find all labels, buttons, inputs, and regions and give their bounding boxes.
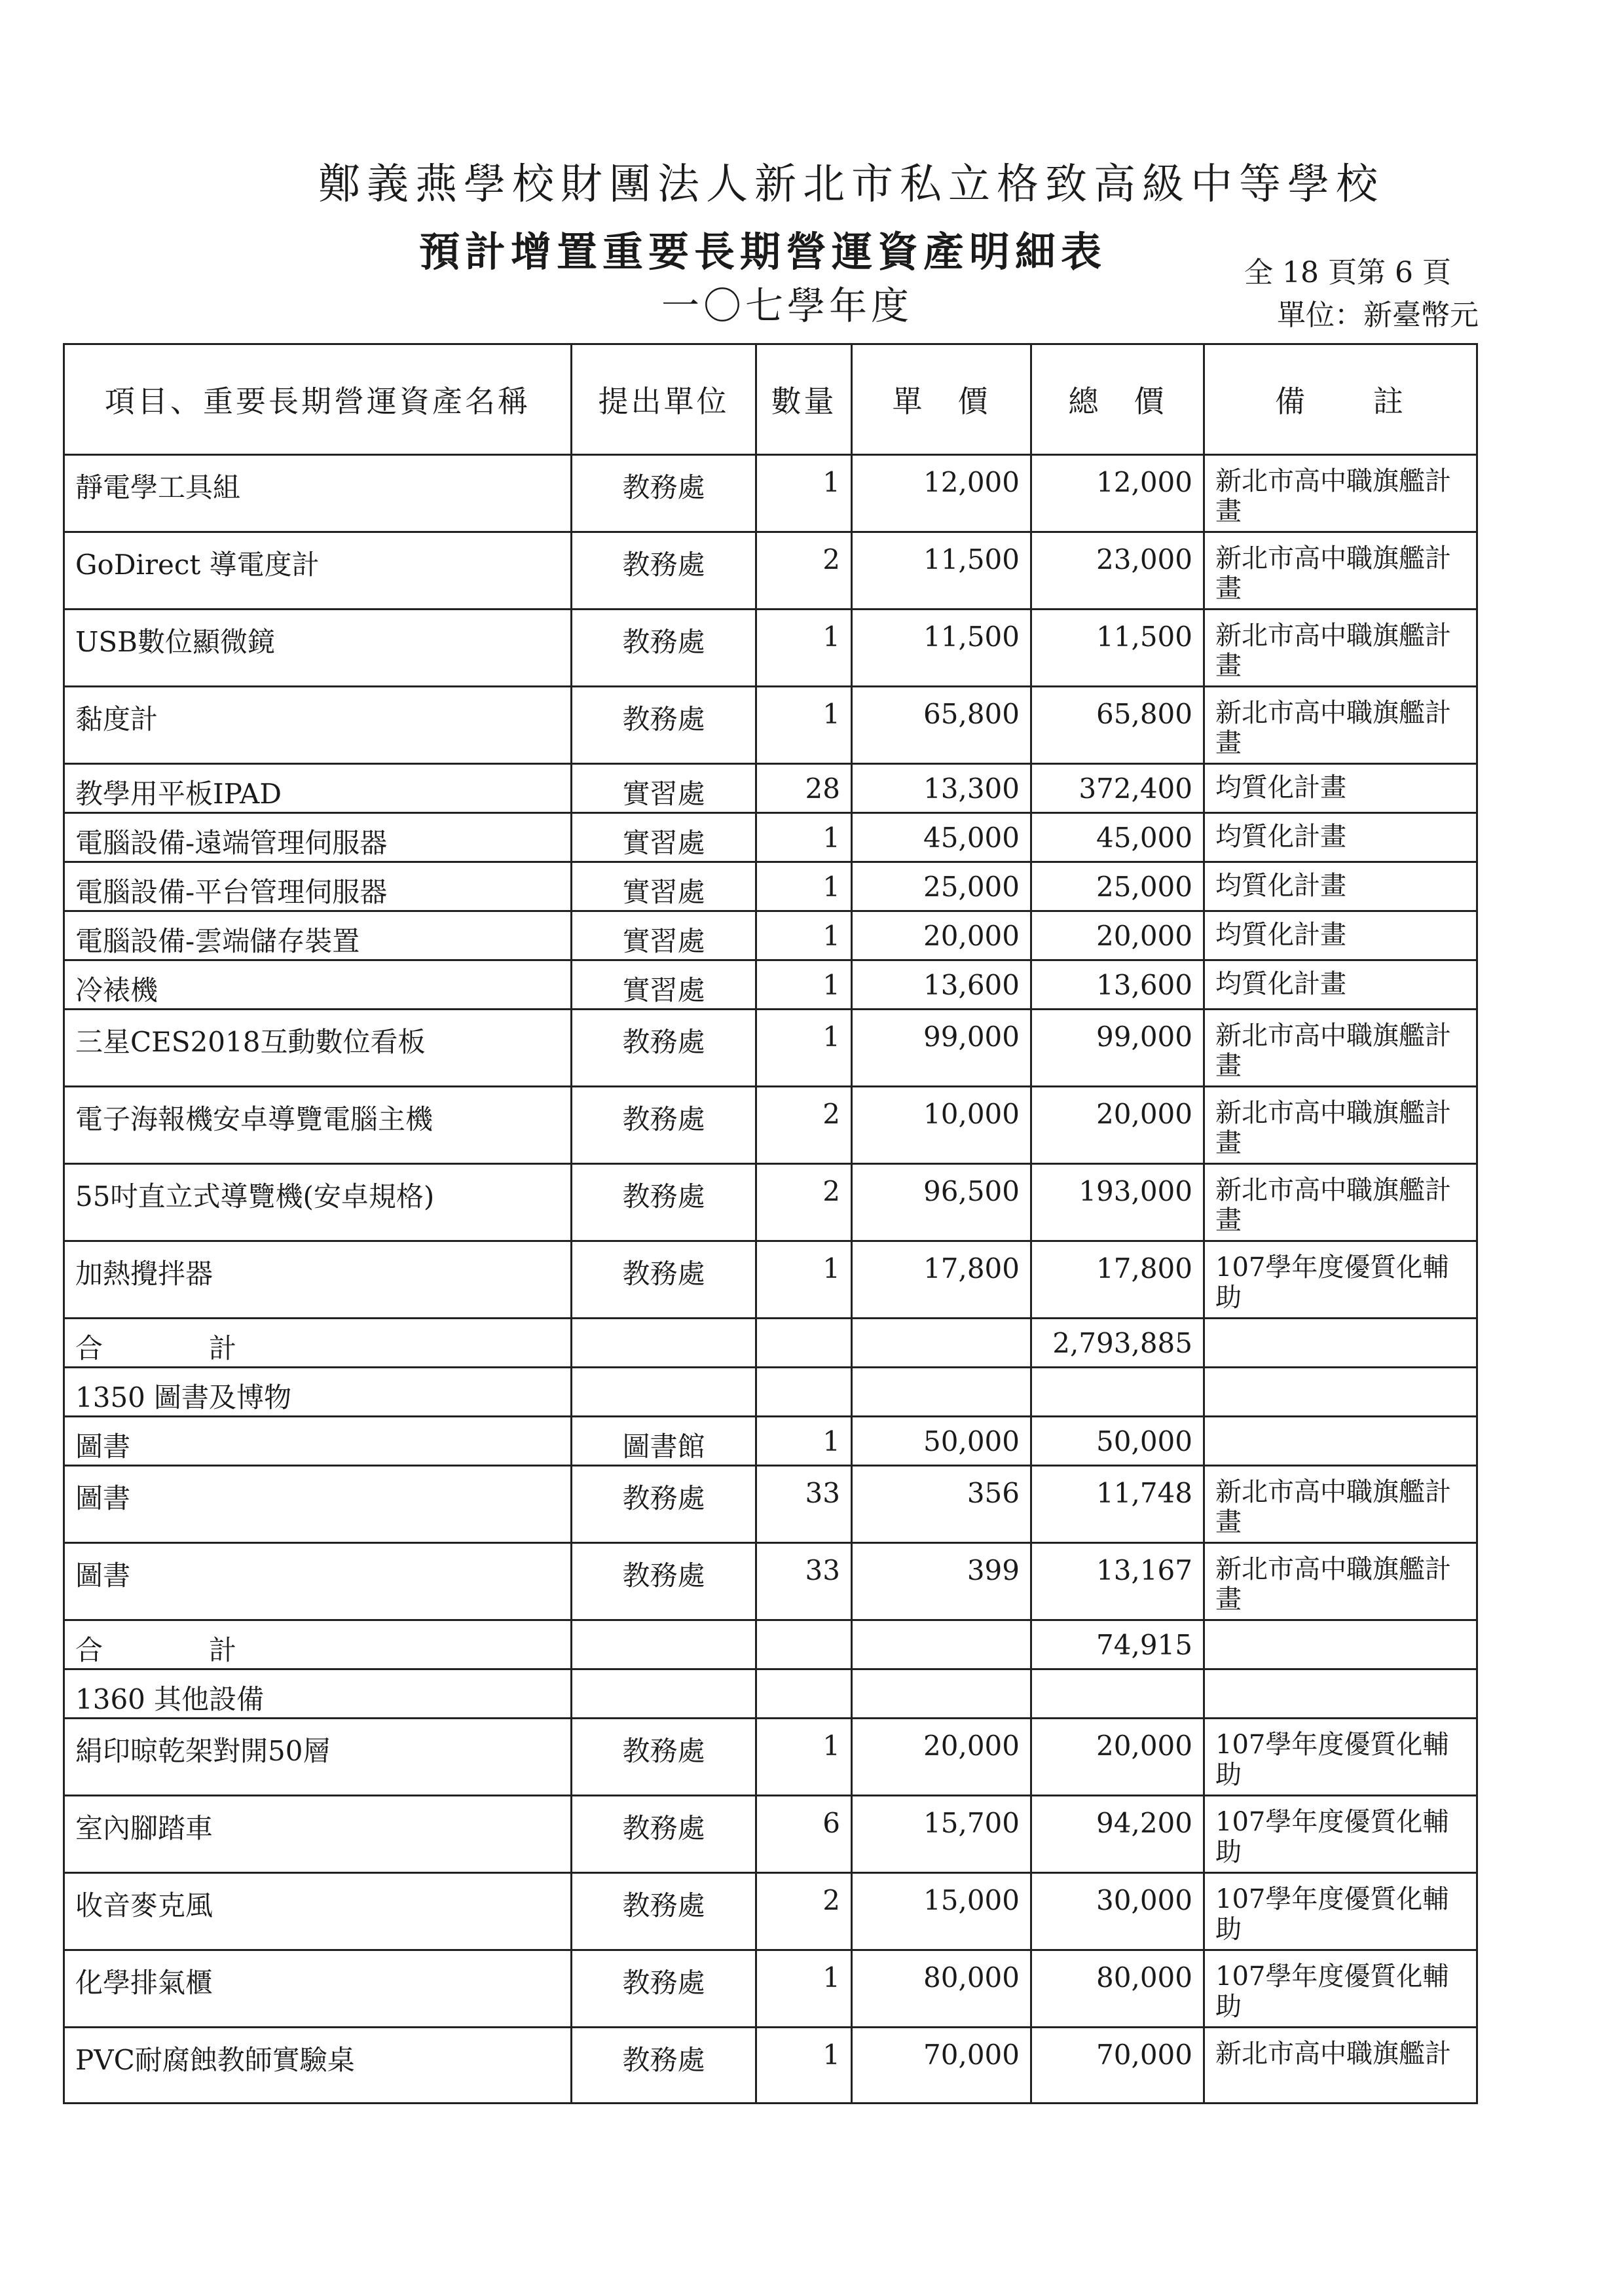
table-row xyxy=(64,764,1477,813)
item-name: 55吋直立式導覽機(安卓規格) xyxy=(64,1164,572,1241)
item-qty: 1 xyxy=(756,687,852,764)
item-name: 電子海報機安卓導覽電腦主機 xyxy=(64,1087,572,1164)
item-qty: 2 xyxy=(756,532,852,610)
subtotal-label: 合 計 xyxy=(64,1319,572,1368)
item-name: GoDirect 導電度計 xyxy=(64,532,572,610)
item-unit-price: 13,600 xyxy=(852,960,1031,1010)
category-1350 xyxy=(64,1368,572,1417)
item-unit-price: 45,000 xyxy=(852,813,1031,862)
item-total: 80,000 xyxy=(1031,1950,1204,2028)
item-note: 107學年度優質化輔助 xyxy=(1204,1950,1477,2028)
item-qty: 1 xyxy=(756,1417,852,1466)
item-dept: 實習處 xyxy=(572,911,756,960)
item-dept: 教務處 xyxy=(572,455,756,532)
item-qty: 2 xyxy=(756,1873,852,1950)
item-dept: 教務處 xyxy=(572,1466,756,1543)
category-row xyxy=(64,1368,1477,1417)
item-qty: 1 xyxy=(756,1241,852,1319)
table-row xyxy=(64,1796,1477,1873)
item-dept: 實習處 xyxy=(572,960,756,1010)
table-row xyxy=(64,1417,1477,1466)
table-row xyxy=(64,1466,1477,1543)
organization-title: 鄭義燕學校財團法人新北市私立格致高級中等學校 xyxy=(318,160,1384,209)
item-dept: 實習處 xyxy=(572,764,756,813)
item-total: 13,600 xyxy=(1031,960,1204,1010)
item-note: 均質化計畫 xyxy=(1204,960,1477,1010)
item-name: 化學排氣櫃 xyxy=(64,1950,572,2028)
item-unit-price: 13,300 xyxy=(852,764,1031,813)
item-unit-price: 399 xyxy=(852,1543,1031,1620)
item-note: 均質化計畫 xyxy=(1204,911,1477,960)
item-unit-price: 25,000 xyxy=(852,862,1031,911)
category-1360 xyxy=(64,1669,572,1719)
item-name: 圖書 xyxy=(64,1466,572,1543)
item-dept: 教務處 xyxy=(572,1543,756,1620)
item-name: 電腦設備-遠端管理伺服器 xyxy=(64,813,572,862)
item-note xyxy=(1204,1417,1477,1466)
item-dept: 教務處 xyxy=(572,610,756,687)
item-qty: 1 xyxy=(756,813,852,862)
item-name: 絹印晾乾架對開50層 xyxy=(64,1719,572,1796)
item-qty: 2 xyxy=(756,1087,852,1164)
item-dept: 教務處 xyxy=(572,1719,756,1796)
item-qty: 1 xyxy=(756,610,852,687)
table-row xyxy=(64,1873,1477,1950)
item-unit-price: 99,000 xyxy=(852,1010,1031,1087)
item-name: 靜電學工具組 xyxy=(64,455,572,532)
item-qty: 1 xyxy=(756,1010,852,1087)
item-qty: 2 xyxy=(756,1164,852,1241)
item-total: 20,000 xyxy=(1031,1719,1204,1796)
col-header-name: 項目、重要長期營運資產名稱 xyxy=(64,344,572,455)
item-name: 三星CES2018互動數位看板 xyxy=(64,1010,572,1087)
table-row xyxy=(64,1241,1477,1319)
item-dept: 教務處 xyxy=(572,687,756,764)
subtotal-row xyxy=(64,1620,1477,1669)
item-total: 30,000 xyxy=(1031,1873,1204,1950)
item-note: 新北市高中職旗艦計畫 xyxy=(1204,1543,1477,1620)
document-title: 預計增置重要長期營運資產明細表 xyxy=(419,228,1107,276)
table-row xyxy=(64,1950,1477,2028)
item-dept: 教務處 xyxy=(572,1087,756,1164)
table-row xyxy=(64,862,1477,911)
item-name: 教學用平板IPAD xyxy=(64,764,572,813)
item-unit-price: 65,800 xyxy=(852,687,1031,764)
item-name: USB數位顯微鏡 xyxy=(64,610,572,687)
item-total: 13,167 xyxy=(1031,1543,1204,1620)
item-note: 新北市高中職旗艦計畫 xyxy=(1204,532,1477,610)
table-row xyxy=(64,960,1477,1010)
item-note: 新北市高中職旗艦計畫 xyxy=(1204,1466,1477,1543)
subtotal-amount: 2,793,885 xyxy=(1031,1319,1204,1368)
table-row xyxy=(64,813,1477,862)
item-note: 均質化計畫 xyxy=(1204,764,1477,813)
item-unit-price: 12,000 xyxy=(852,455,1031,532)
item-unit-price: 15,000 xyxy=(852,1873,1031,1950)
item-total: 45,000 xyxy=(1031,813,1204,862)
item-total: 20,000 xyxy=(1031,911,1204,960)
table-row xyxy=(64,610,1477,687)
item-name: PVC耐腐蝕教師實驗桌 xyxy=(64,2028,572,2104)
item-name: 冷裱機 xyxy=(64,960,572,1010)
item-total: 23,000 xyxy=(1031,532,1204,610)
item-total: 193,000 xyxy=(1031,1164,1204,1241)
item-qty: 6 xyxy=(756,1796,852,1873)
table-row xyxy=(64,1164,1477,1241)
item-unit-price: 70,000 xyxy=(852,2028,1031,2104)
item-name: 收音麥克風 xyxy=(64,1873,572,1950)
item-note: 107學年度優質化輔助 xyxy=(1204,1796,1477,1873)
item-total: 11,500 xyxy=(1031,610,1204,687)
table-row xyxy=(64,532,1477,610)
item-qty: 1 xyxy=(756,1950,852,2028)
item-note: 新北市高中職旗艦計 xyxy=(1204,2028,1477,2104)
item-unit-price: 356 xyxy=(852,1466,1031,1543)
table-row xyxy=(64,1719,1477,1796)
item-dept: 教務處 xyxy=(572,1164,756,1241)
item-note: 新北市高中職旗艦計畫 xyxy=(1204,1164,1477,1241)
item-dept: 實習處 xyxy=(572,813,756,862)
item-unit-price: 20,000 xyxy=(852,1719,1031,1796)
item-total: 70,000 xyxy=(1031,2028,1204,2104)
col-header-unit-price: 單 價 xyxy=(852,344,1031,455)
item-dept: 教務處 xyxy=(572,1796,756,1873)
item-name: 加熱攪拌器 xyxy=(64,1241,572,1319)
page-number: 全 18 頁第 6 頁 xyxy=(1244,256,1451,289)
category-name: 其他設備 xyxy=(154,1683,265,1715)
item-unit-price: 80,000 xyxy=(852,1950,1031,2028)
item-qty: 1 xyxy=(756,455,852,532)
item-total: 12,000 xyxy=(1031,455,1204,532)
item-qty: 33 xyxy=(756,1466,852,1543)
item-unit-price: 96,500 xyxy=(852,1164,1031,1241)
subtotal-label: 合 計 xyxy=(64,1620,572,1669)
item-dept: 教務處 xyxy=(572,1010,756,1087)
table-header-row xyxy=(64,344,1477,455)
category-code: 1350 xyxy=(75,1381,145,1413)
subtotal-amount: 74,915 xyxy=(1031,1620,1204,1669)
item-name: 電腦設備-平台管理伺服器 xyxy=(64,862,572,911)
table-row xyxy=(64,1543,1477,1620)
table-row xyxy=(64,455,1477,532)
item-qty: 28 xyxy=(756,764,852,813)
table-row xyxy=(64,1087,1477,1164)
item-name: 圖書 xyxy=(64,1543,572,1620)
table-row xyxy=(64,1010,1477,1087)
col-header-dept: 提出單位 xyxy=(572,344,756,455)
item-dept: 教務處 xyxy=(572,1873,756,1950)
item-total: 65,800 xyxy=(1031,687,1204,764)
table-row xyxy=(64,2028,1477,2104)
col-header-note: 備 註 xyxy=(1204,344,1477,455)
item-unit-price: 11,500 xyxy=(852,532,1031,610)
item-name: 黏度計 xyxy=(64,687,572,764)
item-total: 11,748 xyxy=(1031,1466,1204,1543)
item-total: 50,000 xyxy=(1031,1417,1204,1466)
item-total: 94,200 xyxy=(1031,1796,1204,1873)
item-note: 新北市高中職旗艦計畫 xyxy=(1204,1010,1477,1087)
currency-unit: 單位：新臺幣元 xyxy=(1277,299,1479,332)
academic-year: 一〇七學年度 xyxy=(661,283,913,328)
item-total: 25,000 xyxy=(1031,862,1204,911)
item-dept: 實習處 xyxy=(572,862,756,911)
table-row xyxy=(64,687,1477,764)
item-dept: 圖書館 xyxy=(572,1417,756,1466)
item-qty: 1 xyxy=(756,862,852,911)
item-note: 107學年度優質化輔助 xyxy=(1204,1873,1477,1950)
item-total: 99,000 xyxy=(1031,1010,1204,1087)
item-dept: 教務處 xyxy=(572,1950,756,2028)
category-code: 1360 xyxy=(75,1683,145,1715)
item-qty: 33 xyxy=(756,1543,852,1620)
item-dept: 教務處 xyxy=(572,1241,756,1319)
category-name: 圖書及博物 xyxy=(154,1381,292,1413)
item-note: 新北市高中職旗艦計畫 xyxy=(1204,455,1477,532)
category-row xyxy=(64,1669,1477,1719)
item-note: 新北市高中職旗艦計畫 xyxy=(1204,1087,1477,1164)
item-note: 新北市高中職旗艦計畫 xyxy=(1204,610,1477,687)
col-header-total: 總 價 xyxy=(1031,344,1204,455)
subtotal-row xyxy=(64,1319,1477,1368)
item-total: 372,400 xyxy=(1031,764,1204,813)
item-qty: 1 xyxy=(756,2028,852,2104)
item-qty: 1 xyxy=(756,911,852,960)
item-unit-price: 10,000 xyxy=(852,1087,1031,1164)
item-note: 107學年度優質化輔助 xyxy=(1204,1241,1477,1319)
asset-table xyxy=(63,343,1478,2104)
item-total: 20,000 xyxy=(1031,1087,1204,1164)
item-name: 電腦設備-雲端儲存裝置 xyxy=(64,911,572,960)
item-qty: 1 xyxy=(756,960,852,1010)
item-dept: 教務處 xyxy=(572,2028,756,2104)
item-qty: 1 xyxy=(756,1719,852,1796)
item-unit-price: 50,000 xyxy=(852,1417,1031,1466)
item-note: 均質化計畫 xyxy=(1204,813,1477,862)
item-unit-price: 17,800 xyxy=(852,1241,1031,1319)
item-note: 均質化計畫 xyxy=(1204,862,1477,911)
table-row xyxy=(64,911,1477,960)
item-unit-price: 15,700 xyxy=(852,1796,1031,1873)
item-note: 107學年度優質化輔助 xyxy=(1204,1719,1477,1796)
item-name: 室內腳踏車 xyxy=(64,1796,572,1873)
col-header-qty: 數量 xyxy=(756,344,852,455)
item-note: 新北市高中職旗艦計畫 xyxy=(1204,687,1477,764)
item-unit-price: 20,000 xyxy=(852,911,1031,960)
item-dept: 教務處 xyxy=(572,532,756,610)
item-unit-price: 11,500 xyxy=(852,610,1031,687)
item-total: 17,800 xyxy=(1031,1241,1204,1319)
item-name: 圖書 xyxy=(64,1417,572,1466)
